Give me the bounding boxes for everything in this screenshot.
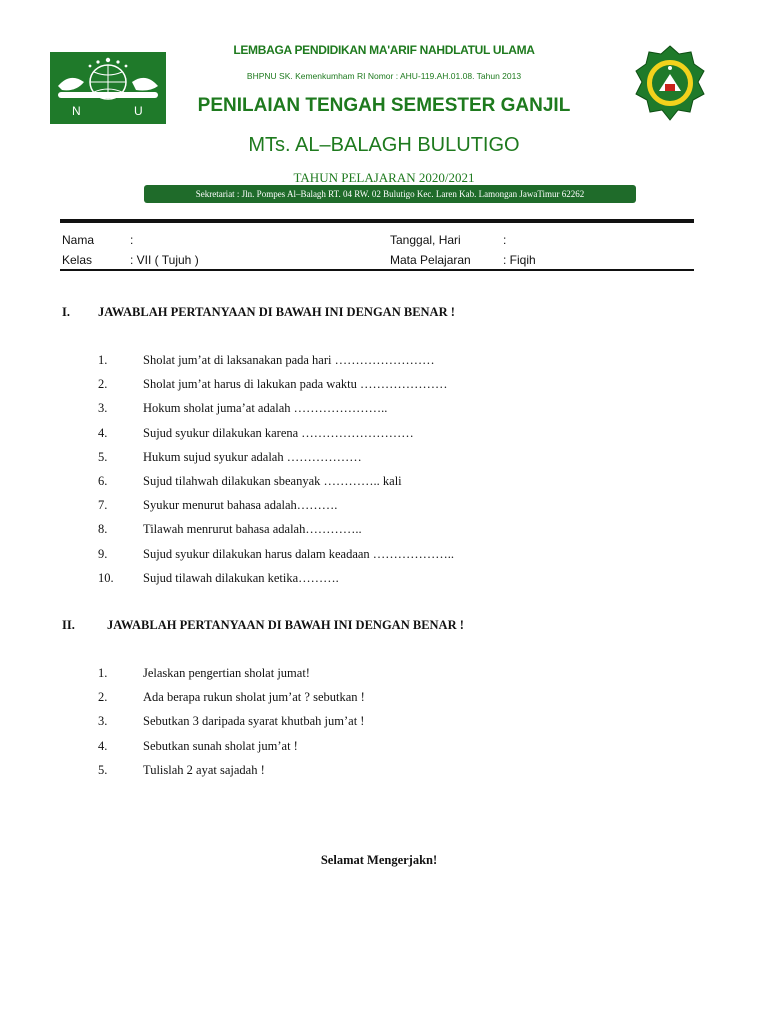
logo-letter-n: N (72, 104, 81, 118)
question-number: 7. (98, 498, 108, 513)
question-text: Sholat jum’at harus di lakukan pada waktu ………………… (143, 377, 448, 392)
kelas-label: Kelas (62, 253, 93, 267)
closing-message: Selamat Mengerjakn! (320, 853, 438, 867)
question-number: 9. (98, 546, 108, 561)
section-1-number: I. (62, 305, 70, 319)
question-text: Sujud syukur dilakukan harus dalam keadaan ……………….. (143, 546, 455, 561)
nama-label: Nama (62, 233, 95, 247)
question-text: Sebutkan 3 daripada syarat khutbah jum’at ! (143, 714, 365, 729)
question-text: Sujud tilawah dilakukan ketika………. (143, 570, 339, 585)
question-number: 5. (98, 762, 108, 777)
question-text: Sholat jum’at di laksanakan pada hari …………………… (143, 353, 435, 367)
logo-letter-u: U (134, 104, 143, 118)
header-divider (60, 219, 694, 223)
question-number: 4. (98, 738, 108, 753)
mapel-label: Mata Pelajaran (390, 253, 471, 267)
question-number: 10. (98, 570, 114, 585)
question-number: 3. (98, 401, 108, 416)
nama-value: : (130, 233, 134, 247)
question-text: Sebutkan sunah sholat jum’at ! (143, 738, 298, 753)
question-number: 4. (98, 425, 108, 440)
question-number: 5. (98, 449, 108, 464)
question-text: Jelaskan pengertian sholat jumat! (143, 666, 310, 680)
info-divider (60, 269, 694, 271)
school-name: MTs. AL–BALAGH BULUTIGO (248, 134, 520, 156)
kelas-value: : VII ( Tujuh ) (130, 253, 199, 267)
question-text: Hukum sujud syukur adalah ……………… (143, 449, 362, 464)
academic-year: TAHUN PELAJARAN 2020/2021 (293, 170, 475, 185)
organization-name: LEMBAGA PENDIDIKAN MA'ARIF NAHDLATUL ULAMA (233, 43, 535, 57)
mapel-value: : Fiqih (503, 253, 536, 267)
question-number: 2. (98, 690, 108, 705)
question-number: 3. (98, 714, 108, 729)
question-number: 1. (98, 353, 108, 367)
tanggal-label: Tanggal, Hari (390, 233, 461, 247)
question-number: 6. (98, 474, 108, 488)
question-number: 2. (98, 377, 108, 392)
question-number: 8. (98, 522, 108, 537)
question-text: Hokum sholat juma’at adalah ………………….. (143, 401, 388, 416)
question-text: Ada berapa rukun sholat jum’at ? sebutkan ! (143, 690, 365, 705)
section-1-title: JAWABLAH PERTANYAAN DI BAWAH INI DENGAN BENAR ! (98, 305, 455, 319)
tanggal-value: : (503, 233, 507, 247)
question-number: 1. (98, 666, 108, 680)
question-text: Tilawah menrurut bahasa adalah………….. (143, 522, 362, 537)
question-text: Syukur menurut bahasa adalah………. (143, 498, 338, 513)
registration-number: BHPNU SK. Kemenkumham RI Nomor : AHU-119.AH.01.08. Tahun 2013 (246, 71, 522, 81)
question-text: Tulislah 2 ayat sajadah ! (143, 762, 265, 777)
question-text: Sujud tilahwah dilakukan sbeanyak ………….. kali (143, 474, 402, 488)
address-banner: Sekretariat : Jln. Pompes Al–Balagh RT. 04 RW. 02 Bulutigo Kec. Laren Kab. Lamongan JawaTimur 62262 (144, 185, 636, 203)
question-text: Sujud syukur dilakukan karena ……………………… (143, 425, 414, 440)
section-2-title: JAWABLAH PERTANYAAN DI BAWAH INI DENGAN BENAR ! (107, 618, 464, 632)
exam-title: PENILAIAN TENGAH SEMESTER GANJIL (197, 95, 571, 116)
section-2-number: II. (62, 618, 75, 632)
